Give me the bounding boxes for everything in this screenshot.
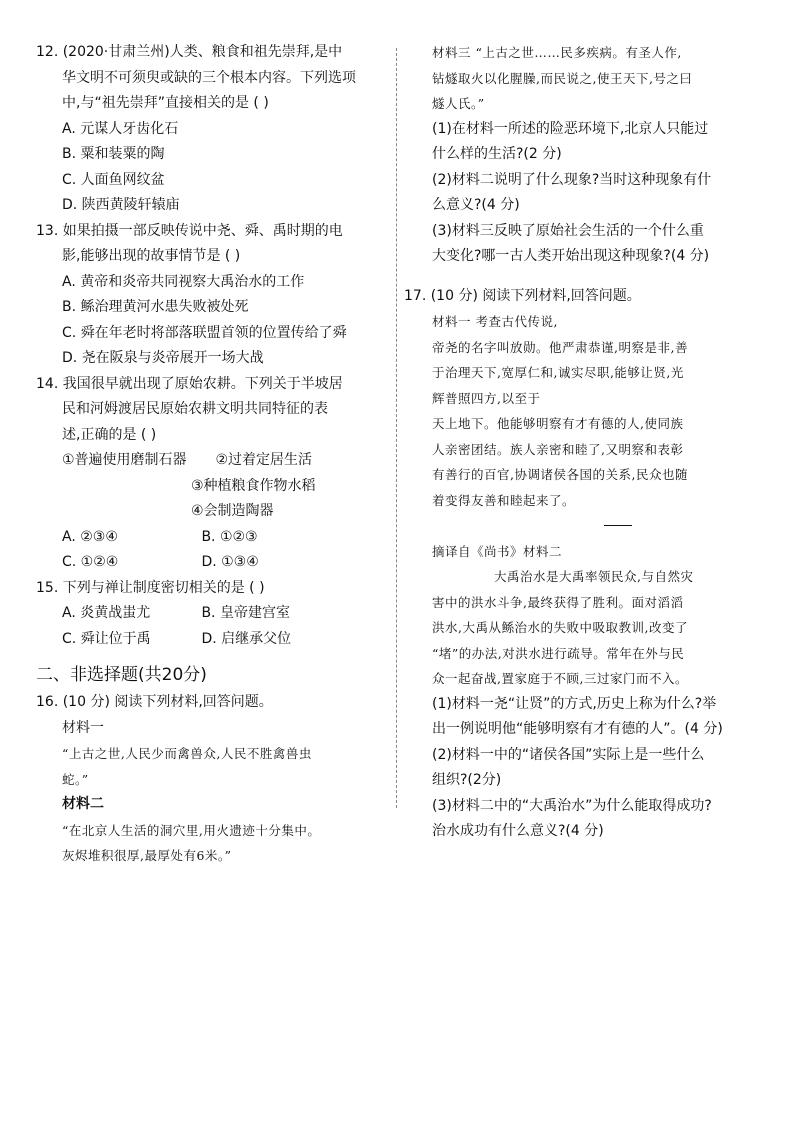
left-column [36,40,392,869]
q15-option-b: B. 皇帝建宫室 [201,605,290,621]
q16-part-3: (3)材料三反映了原始社会生活的一个什么重 [432,222,704,239]
q16-material-1-text: “上古之世,人民少而禽兽众,人民不胜禽兽虫 [62,746,312,761]
column-divider [396,48,397,808]
q13-stem-line: 13. 如果拍摄一部反映传说中尧、舜、禹时期的电 [36,222,343,239]
q16-material-1-text: 蛇。” [62,771,89,787]
q12-option-b: B. 粟和装粟的陶 [62,146,165,162]
q16-material-2-text: 灰烬堆积很厚,最厚处有6米。” [62,848,232,863]
q14-statement-row [36,448,392,474]
q12-stem-line: 华文明不可须臾或缺的三个根本内容。下列选项 [62,69,356,86]
q14-statement-3: ③种植粮食作物水稻 [191,477,316,494]
q17-stem-line: 17. (10 分) 阅读下列材料,回答问题。 [404,287,641,304]
q17-part-3: (3)材料二中的“大禹治水”为什么能取得成功? [432,797,712,814]
q17-part-3: 治水成功有什么意义?(4 分) [432,823,604,839]
q17-material-2-text: “堵”的办法,对洪水进行疏导。常年在外与民 [432,645,685,661]
q14-statement-2: ②过着定居生活 [215,452,313,468]
question-16 [36,690,392,869]
right-column [404,40,764,845]
q16-part-2: (2)材料二说明了什么现象?当时这种现象有什 [432,171,712,188]
q12-stem-line: 中,与“祖先崇拜”直接相关的是 ( ) [62,95,269,111]
q17-material-1-text: 材料一 考查古代传说, [432,314,558,329]
q17-material-1-text: 着变得友善和睦起来了。 [432,492,576,508]
q14-option-d: D. ①③④ [201,554,259,570]
q16-stem-line: 16. (10 分) 阅读下列材料,回答问题。 [36,694,273,710]
q17-part-2: 组织?(2分) [432,772,502,788]
q17-material-2-label: 摘译自《尚书》材料二 [432,543,563,559]
q17-material-2-text: 大禹治水是大禹率领民众,与自然灾 [494,569,694,584]
q17-material-1-text: 辉普照四方,以至于 [432,390,541,406]
q12-option-a: A. 元谋人牙齿化石 [62,120,179,137]
q15-option-c: C. 舜让位于禹 [62,630,151,647]
q16-material-2-label: 材料二 [62,796,104,812]
question-14 [36,372,392,576]
q16-material-3-text: 燧人氏。” [432,96,485,111]
q13-option-d: D. 尧在阪泉与炎帝展开一场大战 [62,350,264,366]
q16-part-1: 什么样的生活?(2 分) [432,146,562,162]
q14-statement-4: ④会制造陶器 [191,503,274,519]
q14-options-row-1 [36,525,392,551]
q14-stem-line: 14. 我国很早就出现了原始农耕。下列关于半坡居 [36,375,343,392]
q17-material-1-text: 天上地下。他能够明察有才有德的人,使同族 [432,416,684,431]
q12-option-d: D. 陕西黄陵轩辕庙 [62,197,180,213]
q15-option-a: A. 炎黄战蚩尤 [62,605,151,621]
q14-option-c: C. ①②④ [62,554,119,570]
q15-options-row-1 [36,601,392,627]
q16-material-1-label: 材料一 [62,719,104,736]
question-13 [36,219,392,372]
q16-continued [404,40,764,270]
q16-part-1: (1)在材料一所述的险恶环境下,北京人只能过 [432,120,709,137]
section-heading: 二、非选择题(共20分) [36,665,207,685]
q17-material-1-text: 于治理天下,宽厚仁和,诚实尽职,能够让贤,光 [432,365,684,380]
q16-part-2: 么意义?(4 分) [432,197,520,213]
q14-stem-line: 民和河姆渡居民原始农耕文明共同特征的表 [62,401,328,417]
q17-material-1-text: 有善行的百官,协调诸侯各国的关系,民众也随 [432,467,688,482]
q17-part-1: 出一例说明他“能够明察有才有德的人”。(4 分) [432,721,723,737]
q13-option-c: C. 舜在年老时将部落联盟首领的位置传给了舜 [62,324,347,341]
q17-material-1-text: 帝尧的名字叫放勋。他严肃恭谨,明察是非,善 [432,339,688,355]
question-12 [36,40,392,219]
q14-option-a: A. ②③④ [62,528,118,545]
question-15 [36,576,392,653]
q14-option-b: B. ①②③ [201,528,258,545]
question-17 [404,284,764,845]
q17-material-2-text: 洪水,大禹从鲧治水的失败中吸取教训,改变了 [432,620,688,635]
q15-options-row-2 [36,627,392,653]
q15-stem-line: 15. 下列与禅让制度密切相关的是 ( ) [36,579,265,596]
q14-statement-1: ①普遍使用磨制石器 [62,452,187,468]
q13-option-b: B. 鲧治理黄河水患失败被处死 [62,299,249,315]
q17-material-2-text: 害中的洪水斗争,最终获得了胜利。面对滔滔 [432,594,684,610]
q15-option-d: D. 启继承父位 [201,630,292,647]
q16-material-2-text: “在北京人生活的洞穴里,用火遗迹十分集中。 [62,822,321,838]
q16-part-3: 大变化?哪一古人类开始出现这种现象?(4 分) [432,248,710,264]
q17-part-2: (2)材料一中的“诸侯各国”实际上是一些什么 [432,746,705,763]
q13-option-a: A. 黄帝和炎帝共同视察大禹治水的工作 [62,273,305,290]
q12-stem-line: 12. (2020·甘肃兰州)人类、粮食和祖先崇拜,是中 [36,44,343,60]
separator-line [404,513,764,539]
q16-material-3-text: 钻燧取火以化腥臊,而民说之,使王天下,号之曰 [432,70,693,86]
q13-stem-line: 影,能够出现的故事情节是 ( ) [62,248,241,264]
q14-options-row-2 [36,550,392,576]
q16-material-3-text: 材料三 “上古之世……民多疾病。有圣人作, [432,45,682,60]
q12-option-c: C. 人面鱼网纹盆 [62,171,165,188]
q17-material-1-text: 人亲密团结。族人亲密和睦了,又明察和表彰 [432,441,684,457]
q14-stem-line: 述,正确的是 ( ) [62,426,157,443]
q17-material-2-text: 众一起奋战,置家庭于不顾,三过家门而不入。 [432,671,688,686]
q17-part-1: (1)材料一尧“让贤”的方式,历史上称为什么?举 [432,695,717,712]
